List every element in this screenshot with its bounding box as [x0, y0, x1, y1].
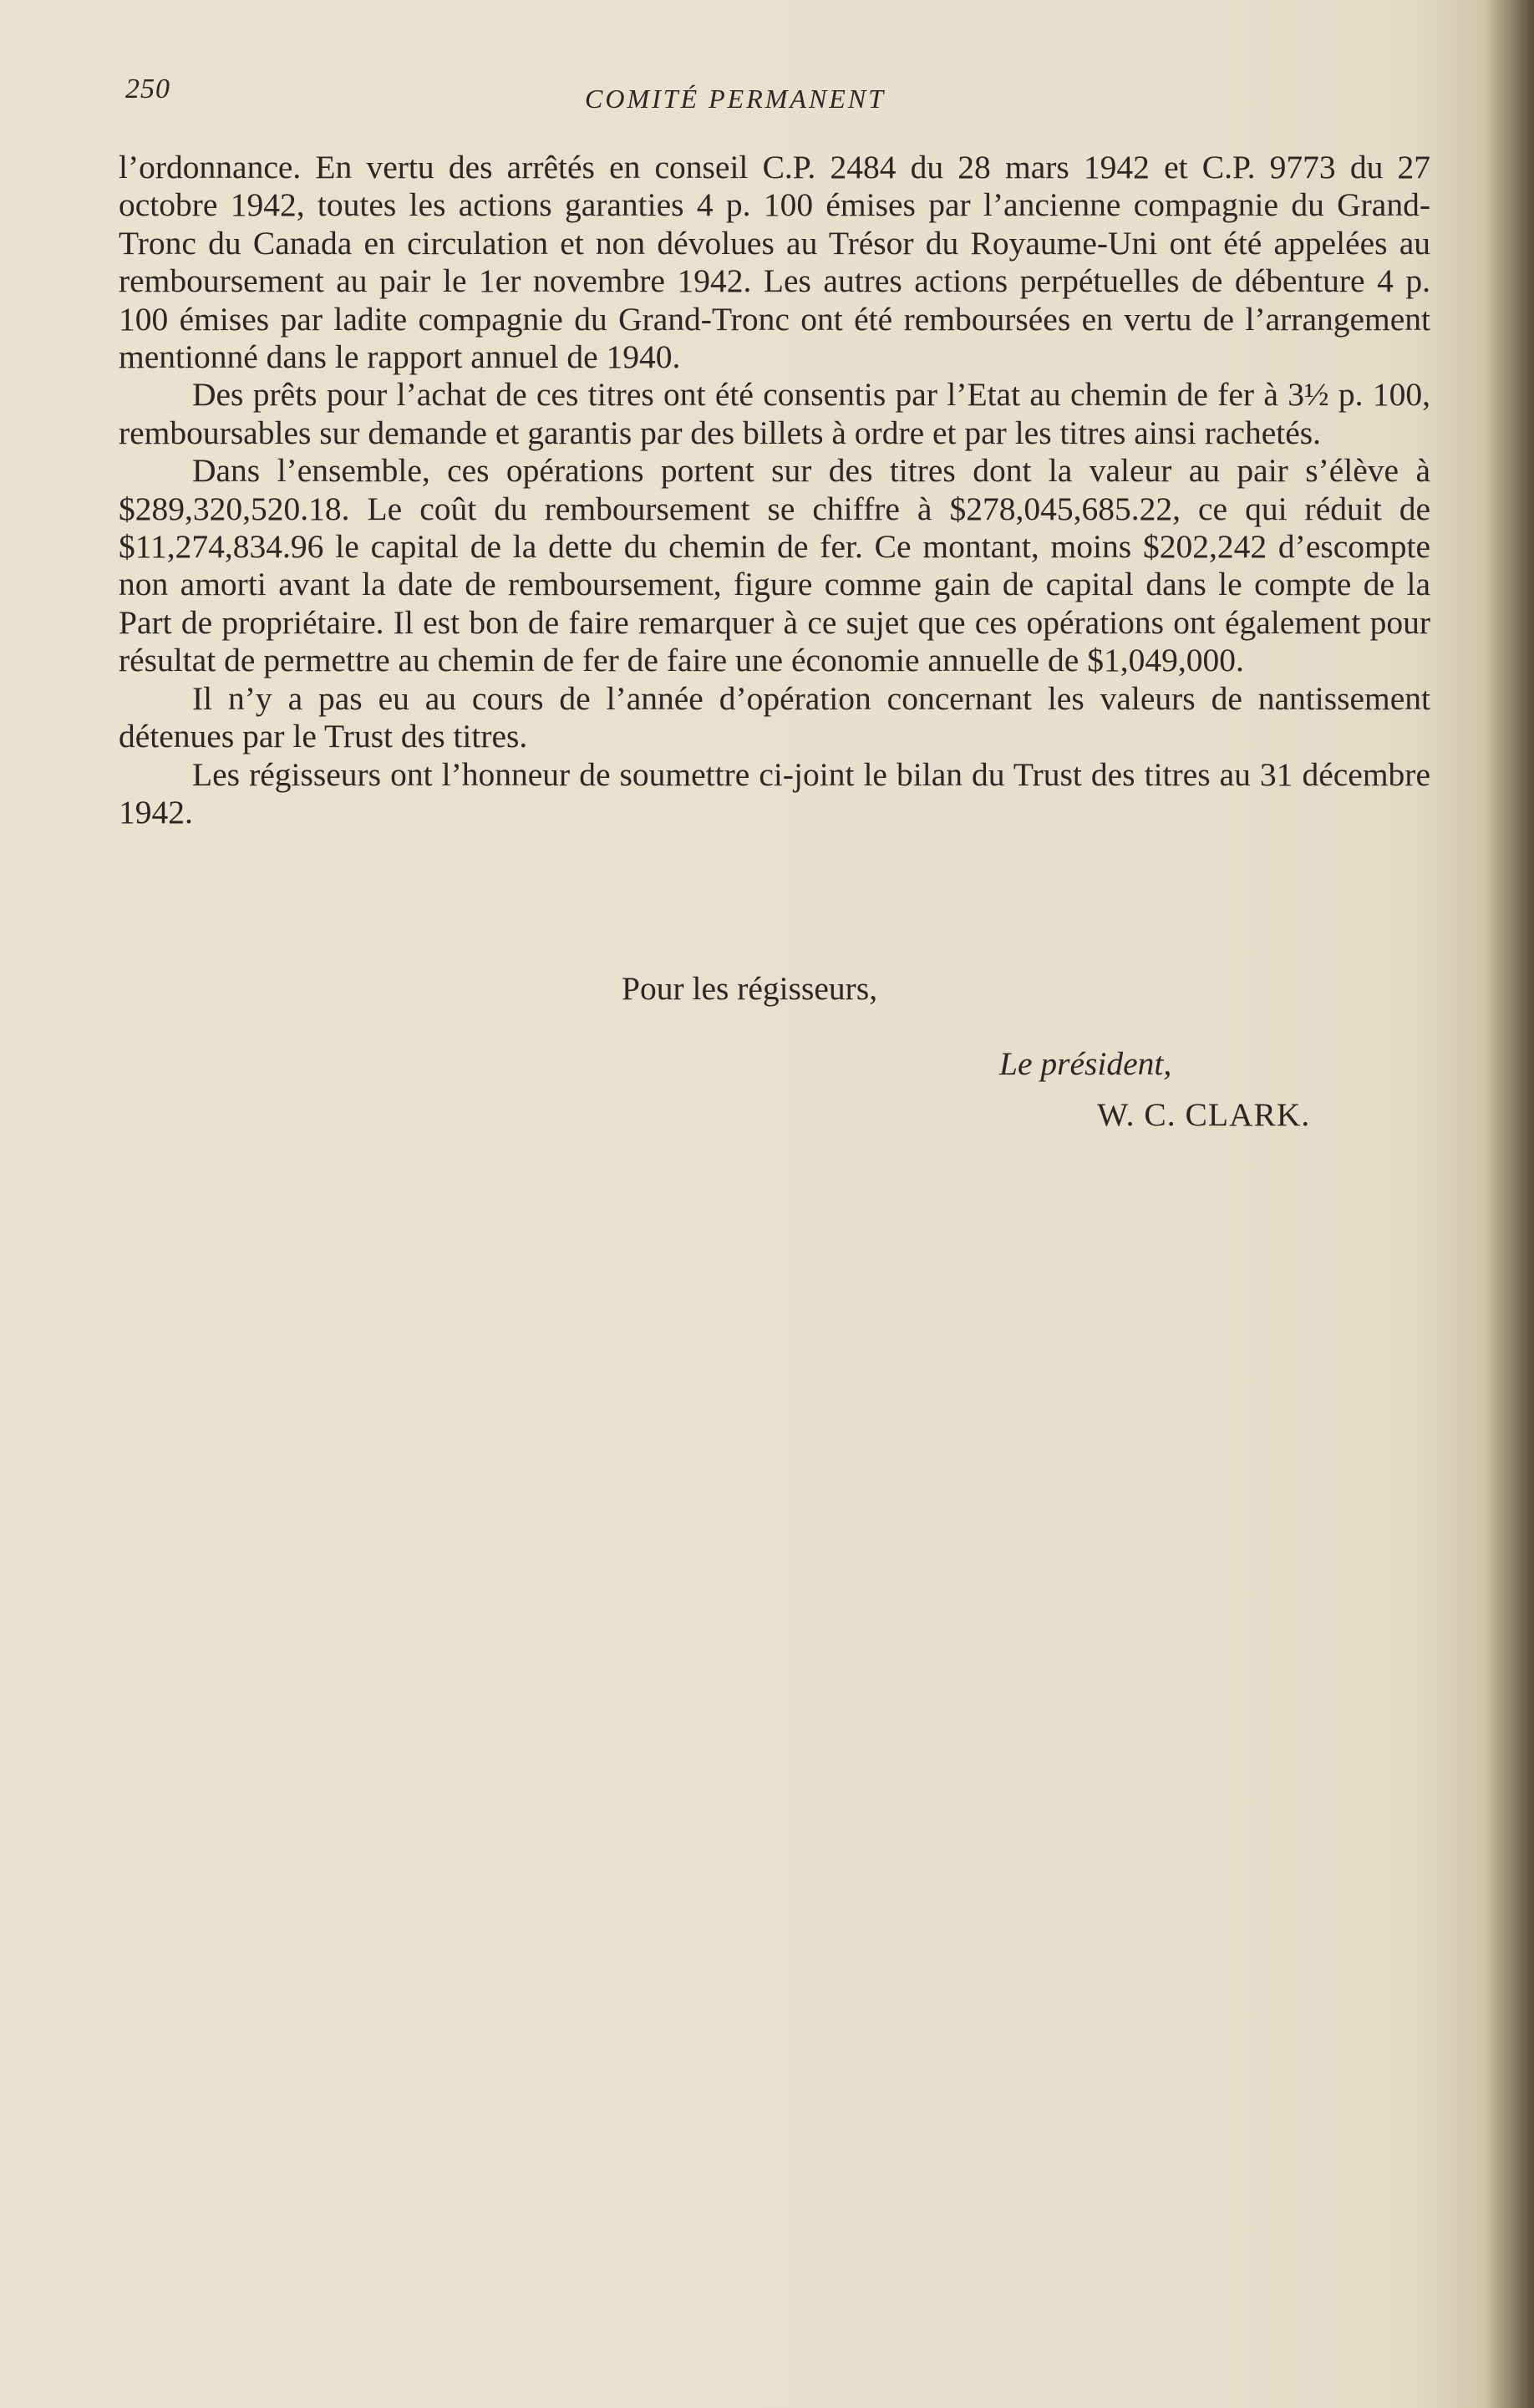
closing-salutation: Pour les régisseurs, [622, 970, 878, 1007]
signatory-name: W. C. CLARK. [1097, 1096, 1311, 1133]
page-number: 250 [125, 74, 170, 104]
paragraph: Dans l’ensemble, ces opérations portent sur des titres dont la valeur au pair s’élève à $289,320,520.18. Le coût du remboursement se chiffre à $278,045,685.22, ce qui réduit de $11,274,834.96 le capital de la dette du chemin de fer. Ce montant, moins $202,242 d’escompte non amorti avant la date de remboursement, figure comme gain de capital dans le compte de la Part de propriétaire. Il est bon de faire remarquer à ce sujet que ces opérations ont également pour résultat de permettre au chemin de fer de faire une économie annuelle de $1,049,000. [119, 452, 1430, 679]
signatory-title: Le président, [999, 1045, 1172, 1082]
body-text [119, 149, 1430, 831]
paragraph: Des prêts pour l’achat de ces titres ont été consentis par l’Etat au chemin de fer à 3½ p. 100, remboursables sur demande et garantis par des billets à ordre et par les titres ainsi rachetés. [119, 376, 1430, 451]
running-head: COMITÉ PERMANENT [585, 84, 886, 114]
paragraph: Il n’y a pas eu au cours de l’année d’opération concernant les valeurs de nantissement détenues par le Trust des titres. [119, 679, 1430, 755]
paragraph: l’ordonnance. En vertu des arrêtés en conseil C.P. 2484 du 28 mars 1942 et C.P. 9773 du 27 octobre 1942, toutes les actions garanties 4 p. 100 émises par l’ancienne compagnie du Grand-Tronc du Canada en circulation et non dévolues au Trésor du Royaume-Uni ont été appelées au remboursement au pair le 1er novembre 1942. Les autres actions perpétuelles de débenture 4 p. 100 émises par ladite compagnie du Grand-Tronc ont été remboursées en vertu de l’arrangement mentionné dans le rapport annuel de 1940. [119, 149, 1430, 376]
spine-shadow [1484, 0, 1534, 2408]
paragraph: Les régisseurs ont l’honneur de soumettre ci-joint le bilan du Trust des titres au 31 décembre 1942. [119, 755, 1430, 831]
